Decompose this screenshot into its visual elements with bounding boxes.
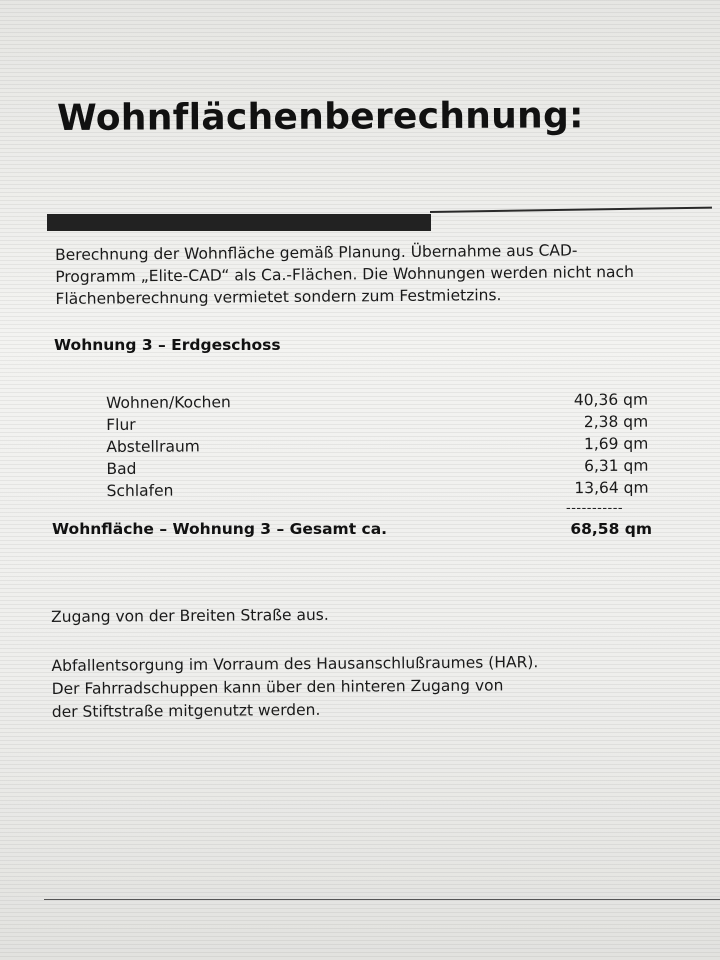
note-line: Der Fahrradschuppen kann über den hinteren Zugang von <box>51 676 504 698</box>
room-list <box>106 389 649 502</box>
room-area: 2,38 qm <box>583 412 649 432</box>
footer-rule <box>44 899 720 900</box>
total-value: 68,58 qm <box>570 520 652 538</box>
access-note: Zugang von der Breiten Straße aus. <box>51 605 329 626</box>
room-area: 6,31 qm <box>584 456 649 476</box>
room-name: Wohnen/Kochen <box>106 393 231 412</box>
room-area: 1,69 qm <box>583 434 649 454</box>
intro-paragraph <box>55 238 706 310</box>
document-title: Wohnflächenberechnung: <box>57 95 584 139</box>
room-name: Bad <box>106 459 137 478</box>
sum-separator: ----------- <box>566 501 624 516</box>
section-heading: Wohnung 3 – Erdgeschoss <box>54 336 281 354</box>
room-area: 40,36 qm <box>573 390 649 410</box>
title-underline-bar <box>47 214 431 231</box>
room-name: Schlafen <box>106 481 174 500</box>
note-line: der Stiftstraße mitgenutzt werden. <box>51 700 321 721</box>
title-underline-thin <box>430 207 712 213</box>
intro-line: Berechnung der Wohnfläche gemäß Planung. Übernahme aus CAD- <box>55 241 578 264</box>
room-area: 13,64 qm <box>574 478 649 498</box>
total-label: Wohnfläche – Wohnung 3 – Gesamt ca. <box>52 520 388 538</box>
note-line: Abfallentsorgung im Vorraum des Hausanschlußraumes (HAR). <box>51 653 539 675</box>
notes-section <box>51 601 692 724</box>
room-name: Abstellraum <box>106 437 200 456</box>
room-name: Flur <box>106 415 136 434</box>
intro-line: Flächenberechnung vermietet sondern zum Festmietzins. <box>55 286 502 308</box>
room-row <box>107 477 649 502</box>
intro-line: Programm „Elite-CAD“ als Ca.-Flächen. Die Wohnungen werden nicht nach <box>55 262 634 286</box>
total-row <box>52 520 652 538</box>
